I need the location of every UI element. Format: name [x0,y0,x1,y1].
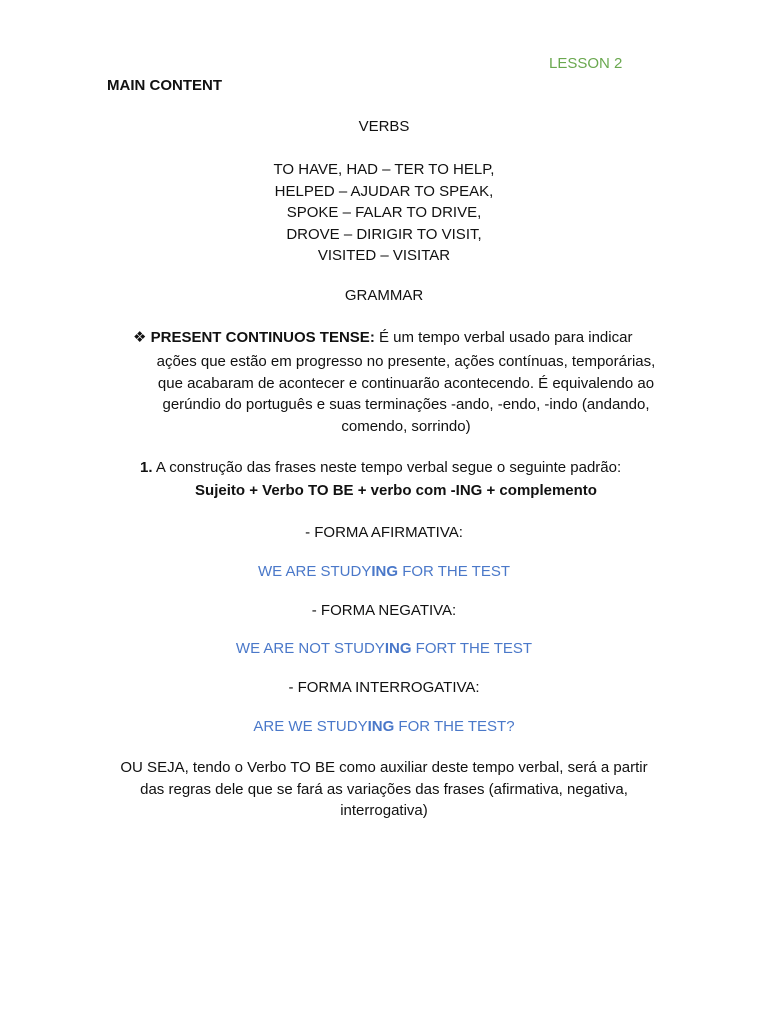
present-continuous-description [130,351,682,437]
example-text: WE ARE NOT STUDY [235,640,385,657]
example-text: FORT THE TEST [411,640,533,657]
affirmative-example [0,563,768,580]
verbs-title: VERBS [358,118,410,135]
negative-example [0,640,768,657]
lesson-label: LESSON 2 [549,55,623,72]
ing-suffix: ING [371,563,399,580]
list-number: 1. [140,459,153,476]
grammar-title: GRAMMAR [344,287,424,304]
negative-label: - FORMA NEGATIVA: [311,602,457,619]
verb-line: TO HAVE, HAD – TER TO HELP, [273,161,495,178]
interrogative-example [0,718,768,735]
conclusion-paragraph [100,757,668,822]
sentence-pattern: Sujeito + Verbo TO BE + verbo com -ING + complemento [195,482,597,499]
present-continuous-term: PRESENT CONTINUOS TENSE: [150,329,375,346]
numbered-item-text: A construção das frases neste tempo verbal segue o seguinte padrão: [152,459,622,476]
conclusion-line: OU SEJA, tendo o Verbo TO BE como auxiliar deste tempo verbal, será a partir [120,759,648,776]
conclusion-line: das regras dele que se fará as variações das frases (afirmativa, negativa, [140,780,628,798]
main-content-heading: MAIN CONTENT [107,77,222,94]
example-text: FOR THE TEST [398,563,510,580]
example-text: FOR THE TEST? [394,718,515,735]
verb-line: HELPED – AJUDAR TO SPEAK, [274,182,494,200]
description-line: ações que estão em progresso no presente, ações contínuas, temporárias, [156,353,656,370]
description-line: que acabaram de acontecer e continuarão acontecendo. É equivalendo ao [157,374,655,392]
numbered-item-1 [140,459,621,476]
verb-line: SPOKE – FALAR TO DRIVE, [286,204,482,221]
description-line: gerúndio do português e suas terminações -ando, -endo, -indo (andando, [162,396,650,413]
present-continuous-intro: É um tempo verbal usado para indicar [374,329,633,346]
ing-suffix: ING [384,640,412,657]
verb-line: VISITED – VISITAR [317,247,451,264]
description-line: comendo, sorrindo) [341,417,471,435]
conclusion-line: interrogativa) [340,802,428,819]
diamond-bullet-icon: ❖ [133,329,147,346]
present-continuous-bullet [133,328,632,346]
example-text: ARE WE STUDY [253,718,368,735]
example-text: WE ARE STUDY [258,563,372,580]
verbs-list [0,159,768,267]
interrogative-label: - FORMA INTERROGATIVA: [288,679,480,696]
ing-suffix: ING [367,718,395,735]
verb-line: DROVE – DIRIGIR TO VISIT, [286,225,482,243]
affirmative-label: - FORMA AFIRMATIVA: [305,524,463,541]
